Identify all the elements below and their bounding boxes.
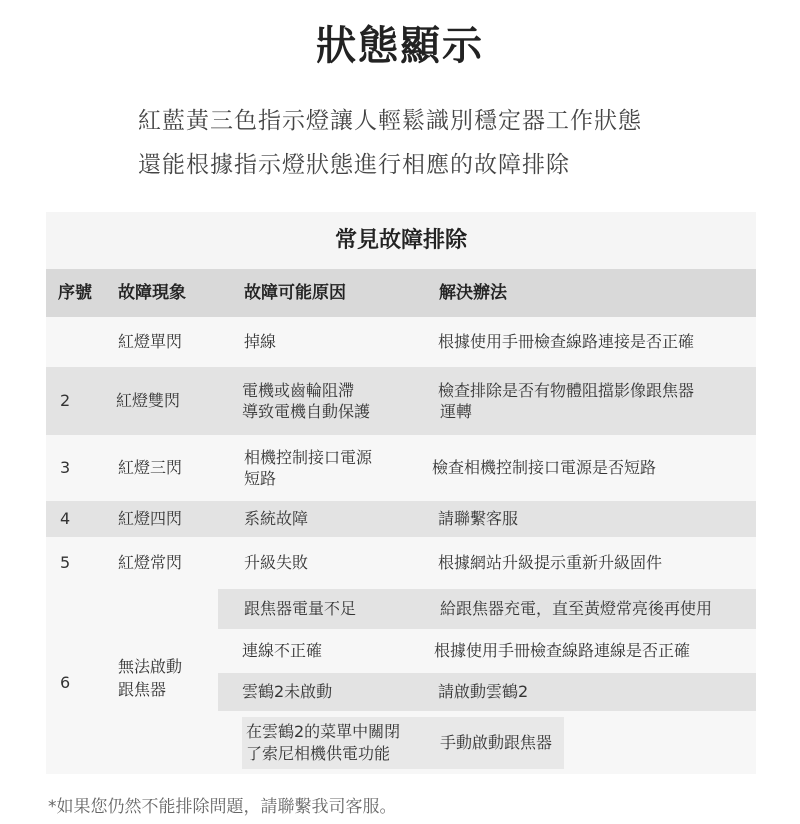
intro-line-2: 還能根據指示燈狀態進行相應的故障排除 [138,152,570,178]
header-seq: 序號 [58,283,92,303]
row-symptom: 紅燈常閃 [118,553,183,572]
row-cause: 掉線 [244,332,277,351]
table-row [46,537,756,589]
table-header [46,269,756,317]
table-row [46,435,756,501]
row-solution-line-1: 檢查排除是否有物體阻擋影像跟焦器 [438,381,695,400]
troubleshooting-table [46,212,756,774]
table-row [46,501,756,537]
row-cause-line-1: 相機控制接口電源 [244,448,373,467]
row-symptom: 紅燈單閃 [118,332,183,351]
sub-row-solution: 根據使用手冊檢查線路連線是否正確 [434,641,691,660]
table-row-group [46,589,756,774]
row-seq: 5 [60,553,71,572]
row-cause-line-2: 短路 [244,469,277,488]
row-seq: 3 [60,458,71,477]
table-title: 常見故障排除 [334,228,467,253]
row-cause-line-2: 導致電機自動保護 [242,402,371,421]
sub-row-cause-line-1: 在雲鶴2的菜單中關閉 [246,722,401,741]
table-row [46,317,756,367]
sub-row-cause-line-2: 了索尼相機供電功能 [246,744,391,763]
row-seq: 6 [60,673,71,692]
row-solution: 請聯繫客服 [438,509,519,528]
row-symptom: 紅燈雙閃 [116,391,181,410]
header-solution: 解決辦法 [439,283,507,303]
row-symptom-line-2: 跟焦器 [118,680,167,699]
sub-row-cause: 連線不正確 [242,641,323,660]
row-seq: 4 [60,509,71,528]
row-cause-line-1: 電機或齒輪阻滯 [242,381,355,400]
row-seq: 2 [60,391,71,410]
sub-row-cause: 雲鶴2未啟動 [242,682,333,701]
header-cause: 故障可能原因 [244,283,346,303]
row-symptom: 紅燈三閃 [118,458,183,477]
row-solution-line-2: 運轉 [440,402,473,421]
intro-line-1: 紅藍黃三色指示燈讓人輕鬆識別穩定器工作狀態 [138,108,642,134]
sub-row-cause: 跟焦器電量不足 [244,599,357,618]
row-symptom: 紅燈四閃 [118,509,183,528]
sub-row-solution: 給跟焦器充電，直至黃燈常亮後再使用 [440,599,713,618]
row-symptom-line-1: 無法啟動 [118,657,183,676]
footer-note: *如果您仍然不能排除問題，請聯繫我司客服。 [48,797,397,817]
row-cause: 升級失敗 [244,553,309,572]
table-row [46,367,756,435]
sub-row-solution: 手動啟動跟焦器 [440,733,553,752]
sub-row-solution: 請啟動雲鶴2 [438,682,529,701]
header-symptom: 故障現象 [118,283,186,303]
row-solution: 根據使用手冊檢查線路連接是否正確 [438,332,695,351]
row-solution: 根據網站升級提示重新升級固件 [438,553,663,572]
row-cause: 系統故障 [244,509,309,528]
page-title: 狀態顯示 [316,23,484,69]
row-solution: 檢查相機控制接口電源是否短路 [432,458,657,477]
